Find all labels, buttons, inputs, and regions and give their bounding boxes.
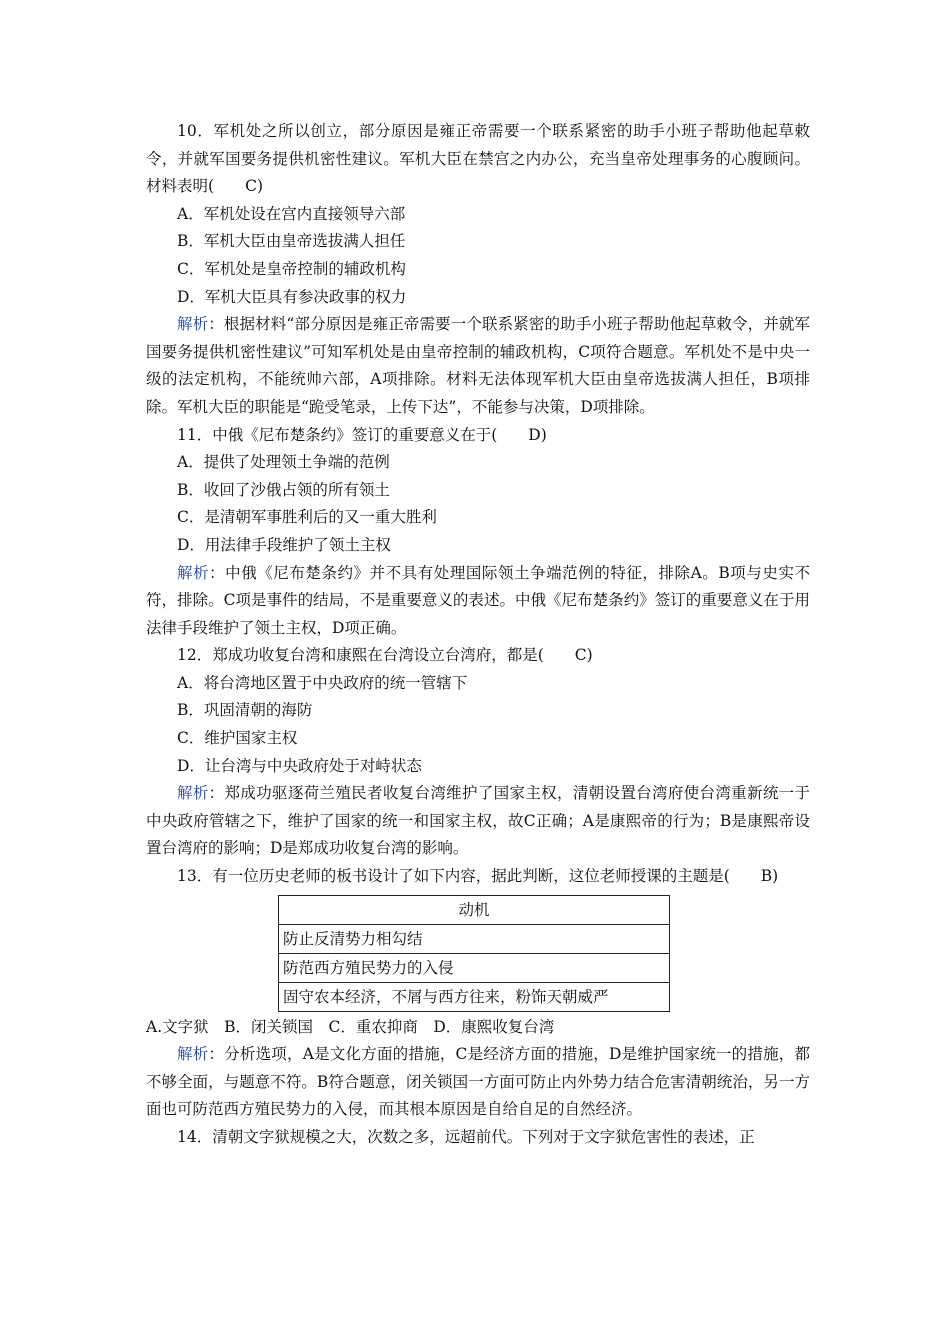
analysis-label: 解析 [177, 315, 209, 334]
table-row: 防范西方殖民势力的入侵 [279, 953, 670, 982]
question-14-stem: 14．清朝文字狱规模之大，次数之多，远超前代。下列对于文字狱危害性的表述，正 [177, 1128, 755, 1146]
table-row: 固守农本经济，不屑与西方往来，粉饰天朝威严 [279, 982, 670, 1011]
question-10-option-d: D．军机大臣具有参决政事的权力 [177, 287, 407, 306]
question-11-analysis: 解析：中俄《尼布楚条约》并不具有处理国际领土争端范例的特征，排除A。B项与史实不符，排除。C项是事件的结局，不是重要意义的表述。中俄《尼布楚条约》签订的重要意义在于用法律手段维护了领土主权，D项正确。 [146, 563, 810, 637]
question-12-option-d: D．让台湾与中央政府处于对峙状态 [177, 756, 422, 775]
question-12-option-a: A．将台湾地区置于中央政府的统一管辖下 [177, 673, 468, 692]
table-row: 防止反清势力相勾结 [279, 924, 670, 953]
answer-11: D [528, 425, 541, 444]
table-header: 动机 [279, 895, 670, 924]
document-page [146, 118, 810, 1152]
question-10-option-b: B．军机大臣由皇帝选拔满人担任 [177, 232, 406, 251]
answer-10: C [245, 177, 257, 196]
question-12-option-b: B．巩固清朝的海防 [177, 701, 313, 720]
question-12-option-c: C．维护国家主权 [177, 729, 298, 748]
question-10-stem: 10．军机处之所以创立，部分原因是雍正帝需要一个联系紧密的助手小班子帮助他起草敕令，并就军国要务提供机密性建议。军机大臣在禁宫之内办公，充当皇帝处理事务的心腹顾问。材料表明( C) [146, 118, 810, 201]
analysis-label: 解析 [177, 1045, 209, 1064]
question-10-analysis: 解析：根据材料“部分原因是雍正帝需要一个联系紧密的助手小班子帮助他起草敕令，并就军国要务提供机密性建议”可知军机处是由皇帝控制的辅政机构，C项符合题意。军机处不是中央一级的法定机构，不能统帅六部，A项排除。材料无法体现军机大臣由皇帝选拔满人担任，B项排除。军机大臣的职能是“跪受笔录，上传下达”，不能参与决策，D项排除。 [146, 315, 810, 416]
question-11-stem: 11．中俄《尼布楚条约》签订的重要意义在于( D) [146, 422, 810, 450]
question-11-option-a: A．提供了处理领土争端的范例 [177, 453, 390, 472]
question-13-options: A.文字狱 B．闭关锁国 C．重农抑商 D．康熙收复台湾 [146, 1017, 555, 1036]
question-13-stem: 13．有一位历史老师的板书设计了如下内容，据此判断，这位老师授课的主题是( B) [146, 863, 810, 891]
analysis-label: 解析 [177, 563, 210, 582]
question-12-stem: 12．郑成功收复台湾和康熙在台湾设立台湾府，都是( C) [146, 642, 810, 670]
question-13-analysis: 解析：分析选项，A是文化方面的措施，C是经济方面的措施，D是维护国家统一的措施，都不够全面，与题意不符。B符合题意，闭关锁国一方面可防止内外势力结合危害清朝统治，另一方面也可防范西方殖民势力的入侵，而其根本原因是自给自足的自然经济。 [146, 1045, 810, 1119]
question-10-option-c: C．军机处是皇帝控制的辅政机构 [177, 259, 406, 278]
question-11-option-b: B．收回了沙俄占领的所有领土 [177, 480, 390, 499]
blackboard-table [278, 895, 670, 1012]
answer-12: C [574, 646, 587, 665]
question-12-analysis: 解析：郑成功驱逐荷兰殖民者收复台湾维护了国家主权，清朝设置台湾府使台湾重新统一于中央政府管辖之下，维护了国家的统一和国家主权，故C正确；A是康熙帝的行为；B是康熙帝设置台湾府的影响；D是郑成功收复台湾的影响。 [146, 784, 810, 858]
question-11-option-c: C．是清朝军事胜利后的又一重大胜利 [177, 508, 437, 527]
answer-13: B [760, 867, 773, 886]
question-11-option-d: D．用法律手段维护了领土主权 [177, 535, 391, 554]
question-10-option-a: A．军机处设在宫内直接领导六部 [177, 204, 406, 223]
analysis-label: 解析 [177, 784, 209, 803]
